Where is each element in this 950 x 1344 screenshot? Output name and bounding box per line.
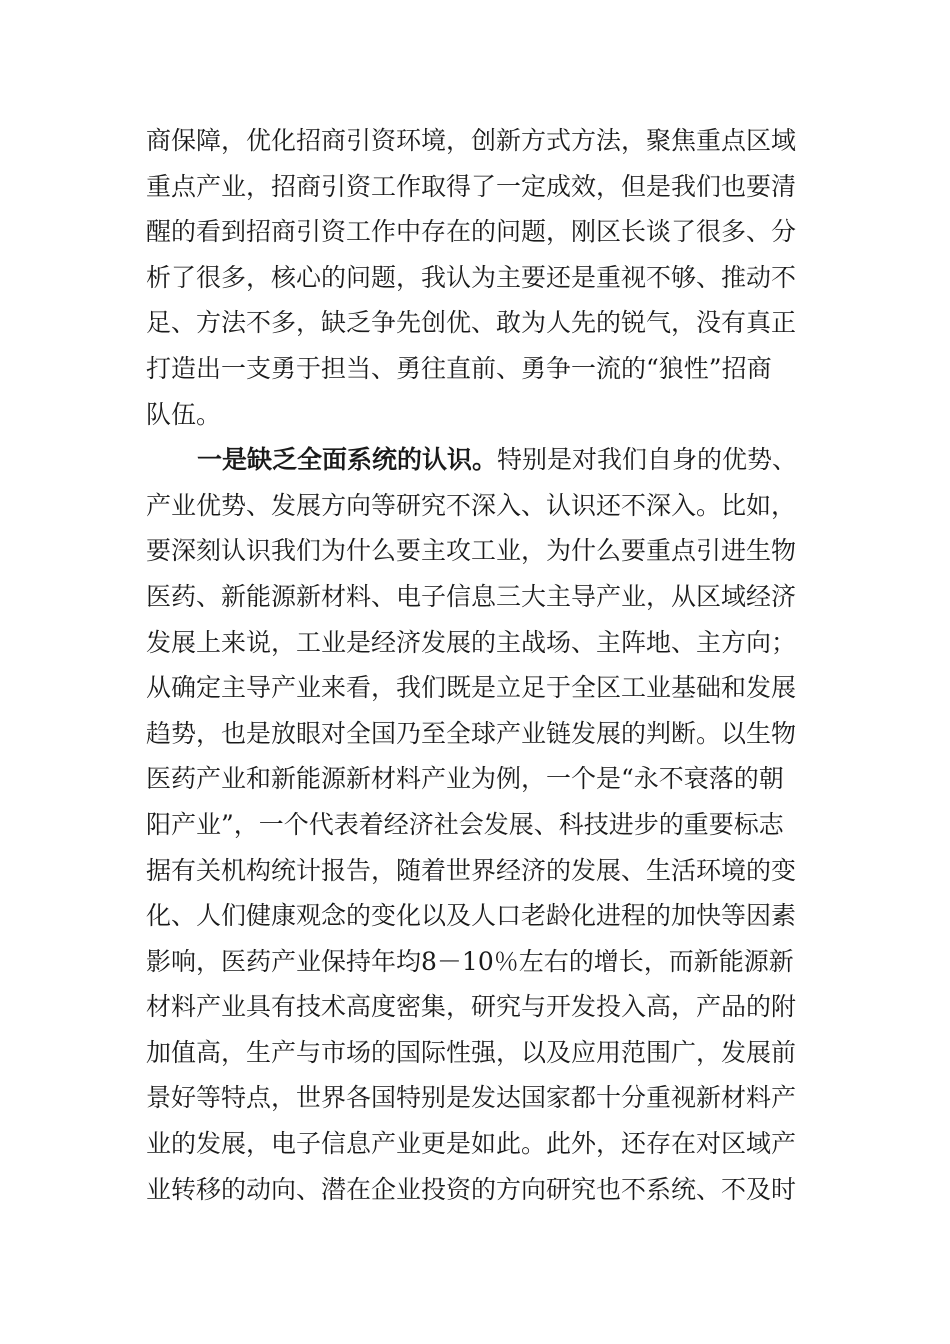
text-line: 化、人们健康观念的变化以及人口老龄化进程的加快等因素 — [146, 901, 797, 931]
text-line: 要深刻认识我们为什么要主攻工业，为什么要重点引进生物 — [146, 536, 797, 566]
text-line: 加值高，生产与市场的国际性强，以及应用范围广，发展前 — [146, 1037, 797, 1067]
body-text — [146, 118, 816, 1212]
text-line: 队伍。 — [146, 399, 222, 429]
text-span: 特别是对我们自身的优势、 — [497, 445, 798, 475]
text-line: 发展上来说，工业是经济发展的主战场、主阵地、主方向； — [146, 627, 797, 657]
text-line: 醒的看到招商引资工作中存在的问题，刚区长谈了很多、分 — [146, 217, 797, 247]
text-line: 业转移的动向、潜在企业投资的方向研究也不系统、不及时 — [146, 1174, 797, 1204]
text-line: 产业优势、发展方向等研究不深入、认识还不深入。比如， — [146, 490, 797, 520]
text-line: 重点产业，招商引资工作取得了一定成效，但是我们也要清 — [146, 171, 797, 201]
text-line: 据有关机构统计报告，随着世界经济的发展、生活环境的变 — [146, 855, 797, 885]
paragraph-1 — [146, 118, 816, 437]
text-line-first — [146, 437, 816, 483]
text-line: 医药、新能源新材料、电子信息三大主导产业，从区域经济 — [146, 581, 797, 611]
text-line: 商保障，优化招商引资环境，创新方式方法，聚焦重点区域 — [146, 126, 797, 155]
paragraph-heading: 一是缺乏全面系统的认识。 — [197, 445, 498, 475]
text-line: 业的发展，电子信息产业更是如此。此外，还存在对区域产 — [146, 1129, 797, 1159]
text-line: 材料产业具有技术高度密集，研究与开发投入高，产品的附 — [146, 992, 797, 1022]
text-line: 从确定主导产业来看，我们既是立足于全区工业基础和发展 — [146, 673, 797, 703]
text-line: 影响，医药产业保持年均8－10％左右的增长，而新能源新 — [146, 946, 794, 976]
text-line: 足、方法不多，缺乏争先创优、敢为人先的锐气，没有真正 — [146, 308, 797, 338]
text-line: 景好等特点，世界各国特别是发达国家都十分重视新材料产 — [146, 1083, 797, 1113]
text-line: 打造出一支勇于担当、勇往直前、勇争一流的“狼性”招商 — [146, 353, 772, 383]
text-line: 医药产业和新能源新材料产业为例，一个是“永不衰落的朝 — [146, 764, 784, 794]
text-line: 析了很多，核心的问题，我认为主要还是重视不够、推动不 — [146, 262, 797, 292]
paragraph-2 — [146, 437, 816, 1212]
text-line: 趋势，也是放眼对全国乃至全球产业链发展的判断。以生物 — [146, 718, 797, 748]
text-line: 阳产业”，一个代表着经济社会发展、科技进步的重要标志 — [146, 809, 784, 839]
